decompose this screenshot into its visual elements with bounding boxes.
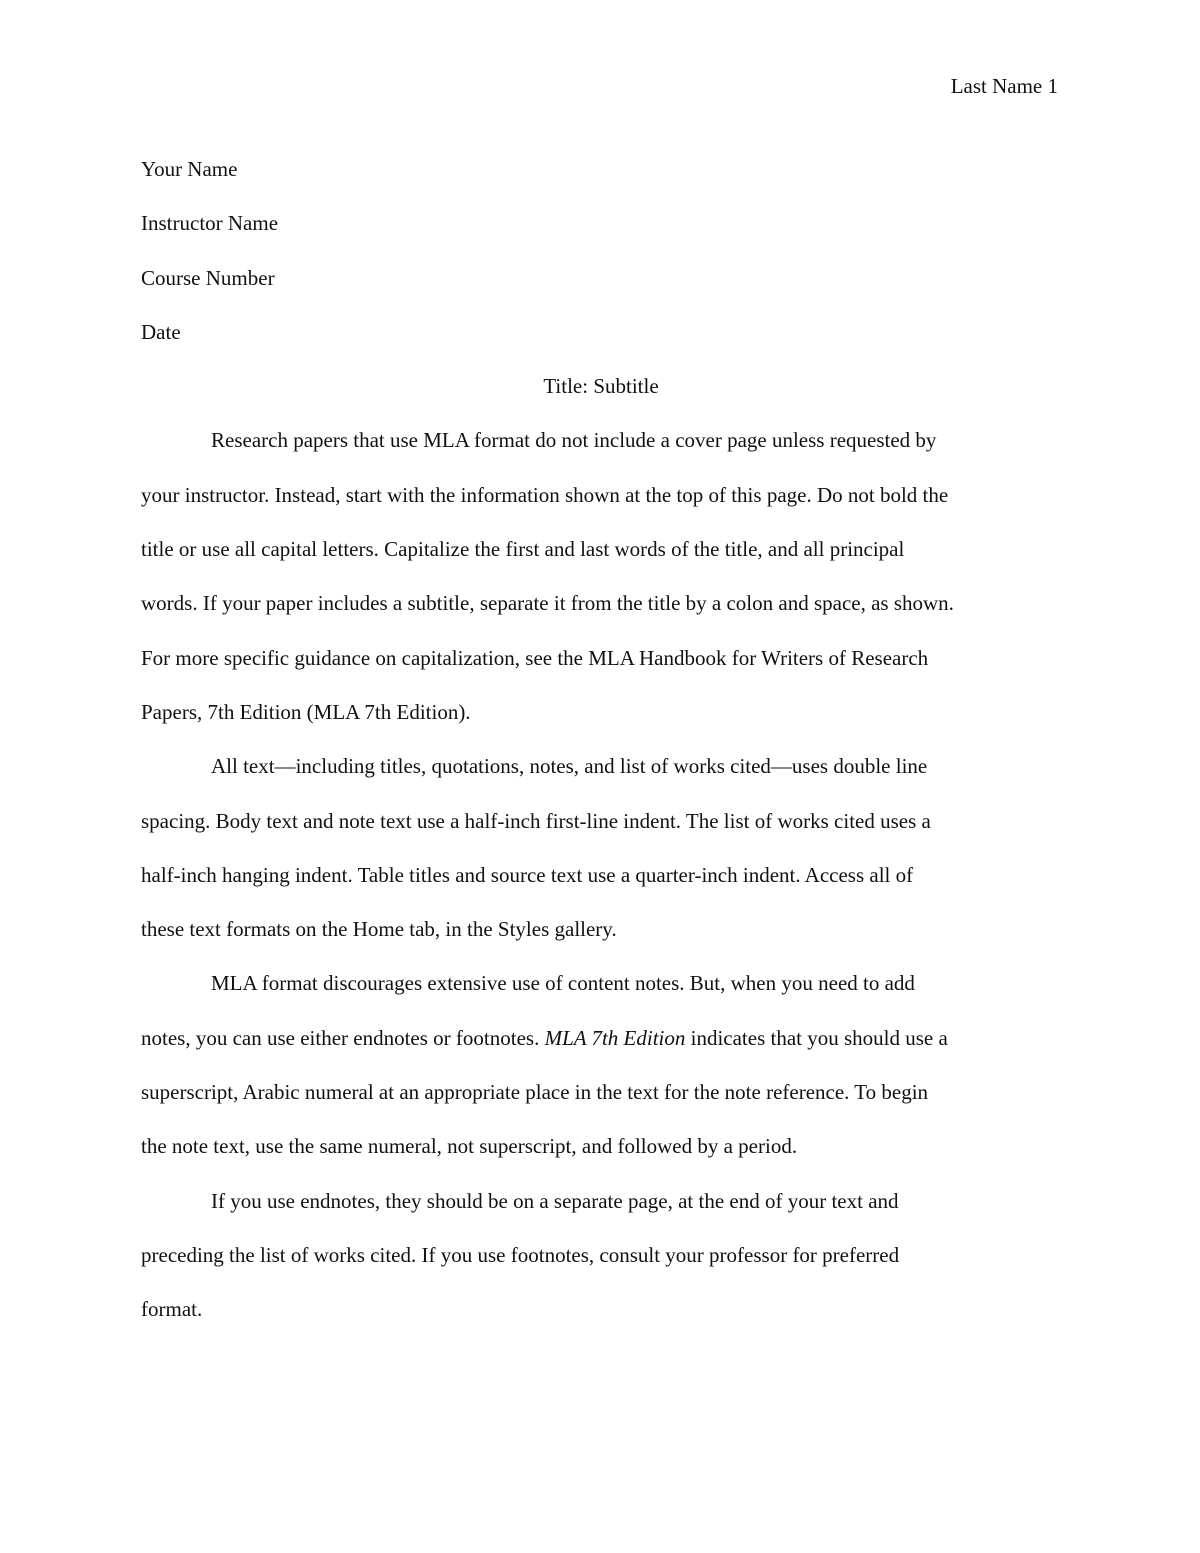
paragraph-3 (141, 956, 1061, 1173)
student-name: Your Name (141, 157, 238, 181)
italic-citation: MLA 7th Edition (544, 1025, 686, 1050)
paragraph-line: spacing. Body text and note text use a half-inch first-line indent. The list of works cited uses a (141, 808, 931, 833)
paragraph-line: MLA format discourages extensive use of content notes. But, when you need to add (211, 971, 915, 996)
paragraph-line: title or use all capital letters. Capitalize the first and last words of the title, and all principal (141, 537, 905, 562)
paragraph-4 (141, 1174, 1061, 1337)
text-run: indicates that you should use a (685, 1025, 948, 1050)
paragraph-line: words. If your paper includes a subtitle, separate it from the title by a colon and space, as shown. (141, 591, 954, 616)
paragraph-line: half-inch hanging indent. Table titles and source text use a quarter-inch indent. Access all of (141, 862, 914, 887)
paragraph-2 (141, 739, 1061, 956)
paragraph-line: For more specific guidance on capitalization, see the MLA Handbook for Writers of Research (141, 645, 929, 670)
paragraph-1 (141, 413, 1061, 739)
paragraph-line (141, 1011, 1061, 1065)
course-number: Course Number (141, 265, 275, 290)
paragraph-line: format. (141, 1297, 203, 1322)
paragraph-line: If you use endnotes, they should be on a separate page, at the end of your text and (211, 1188, 899, 1213)
instructor-name: Instructor Name (141, 211, 279, 236)
paragraph-line: Papers, 7th Edition (MLA 7th Edition). (141, 699, 471, 724)
date: Date (141, 319, 181, 344)
paragraph-line: superscript, Arabic numeral at an appropriate place in the text for the note reference. To begin (141, 1080, 929, 1105)
paragraph-line: All text—including titles, quotations, notes, and list of works cited—uses double line (211, 754, 928, 779)
paragraph-line: preceding the list of works cited. If you use footnotes, consult your professor for preferred (141, 1242, 900, 1267)
document-body (141, 142, 1061, 1337)
paragraph-line: these text formats on the Home tab, in the Styles gallery. (141, 917, 617, 942)
paper-title: Title: Subtitle (543, 374, 659, 399)
paragraph-line: your instructor. Instead, start with the information shown at the top of this page. Do not bold the (141, 482, 949, 507)
paragraph-line: the note text, use the same numeral, not superscript, and followed by a period. (141, 1134, 798, 1159)
running-head: Last Name 1 (950, 74, 1058, 98)
paragraph-line: Research papers that use MLA format do not include a cover page unless requested by (211, 428, 937, 453)
text-run: notes, you can use either endnotes or footnotes. (141, 1025, 545, 1050)
